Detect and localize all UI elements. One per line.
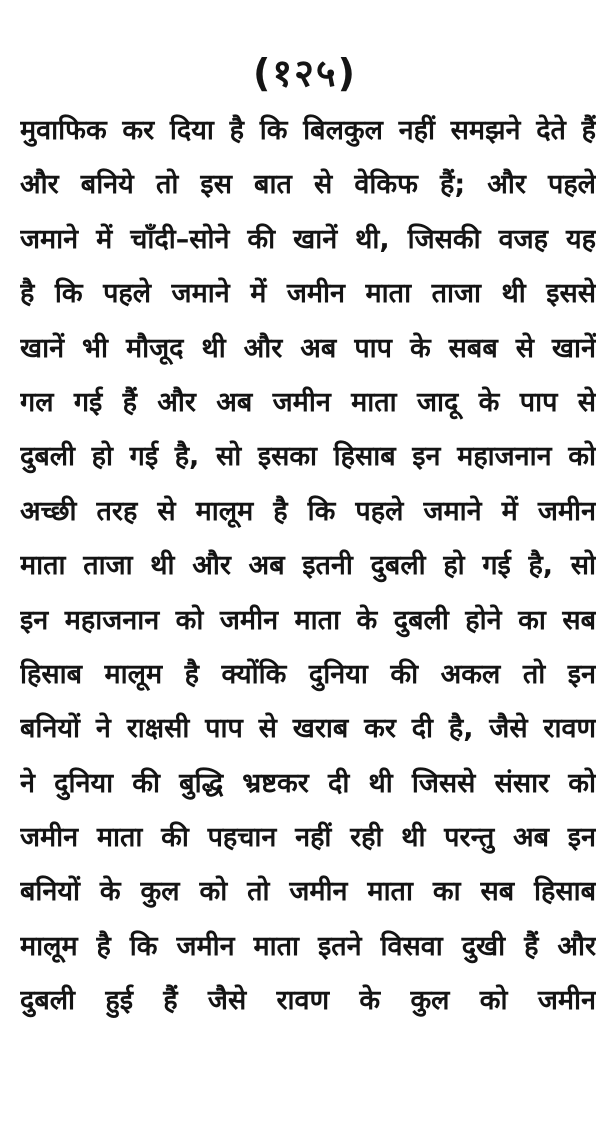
text-line: है कि पहले जमाने में जमीन माता ताजा थी इससे bbox=[20, 278, 596, 310]
text-line: माता ताजा थी और अब इतनी दुबली हो गई है, सो bbox=[20, 550, 596, 582]
body-text bbox=[20, 104, 596, 1029]
text-line: जमाने में चाँदी–सोने की खानें थी, जिसकी वजह यह bbox=[20, 223, 596, 255]
text-line: मालूम है कि जमीन माता इतने विसवा दुखी हैं और bbox=[20, 930, 596, 962]
text-line: दुबली हो गई है, सो इसका हिसाब इन महाजनान को bbox=[20, 441, 596, 473]
text-line: इन महाजनान को जमीन माता के दुबली होने का सब bbox=[20, 604, 596, 636]
text-line: और बनिये तो इस बात से वेकिफ हैं; और पहले bbox=[20, 169, 596, 201]
text-line: मुवाफिक कर दिया है कि बिलकुल नहीं समझने देते हैं bbox=[20, 115, 596, 146]
text-line: बनियों ने राक्षसी पाप से खराब कर दी है, जैसे रावण bbox=[20, 713, 596, 745]
text-line: दुबली हुई हैं जैसे रावण के कुल को जमीन bbox=[20, 985, 596, 1017]
page-number: (१२५) bbox=[252, 51, 357, 95]
text-line: हिसाब मालूम है क्योंकि दुनिया की अकल तो इन bbox=[20, 658, 596, 690]
text-line: बनियों के कुल को तो जमीन माता का सब हिसाब bbox=[20, 876, 596, 908]
text-line: जमीन माता की पहचान नहीं रही थी परन्तु अब इन bbox=[20, 822, 596, 854]
text-line: ने दुनिया की बुद्धि भ्रष्टकर दी थी जिससे संसार को bbox=[20, 767, 596, 799]
text-line: गल गई हैं और अब जमीन माता जादू के पाप से bbox=[20, 386, 596, 418]
text-line: खानें भी मौजूद थी और अब पाप के सबब से खानें bbox=[20, 332, 596, 364]
text-line: अच्छी तरह से मालूम है कि पहले जमाने में जमीन bbox=[20, 495, 596, 527]
